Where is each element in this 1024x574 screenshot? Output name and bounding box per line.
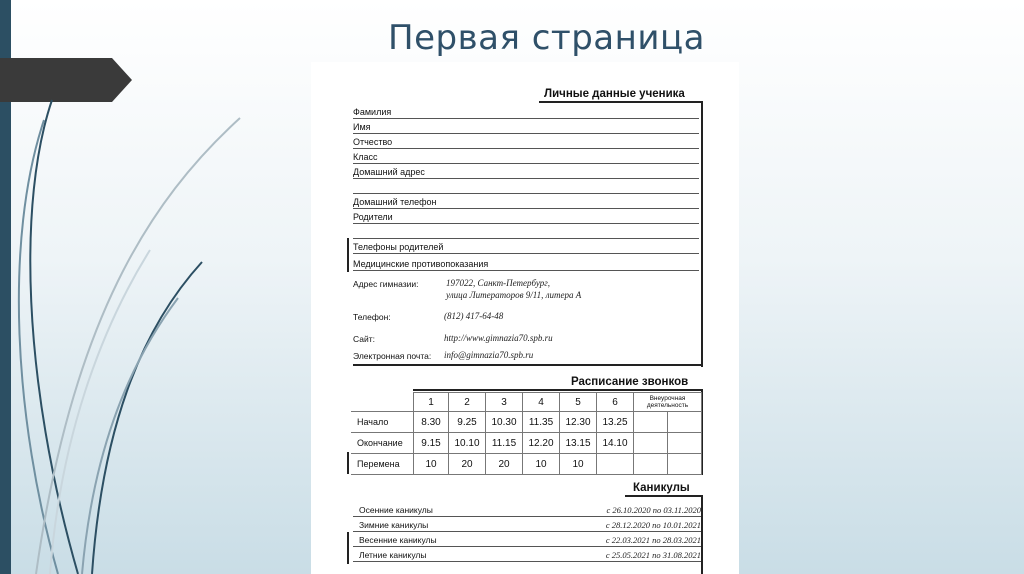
field-row[interactable] xyxy=(353,239,699,254)
table-cell: 13.15 xyxy=(560,433,597,454)
table-row xyxy=(351,393,702,412)
table-cell: 11.35 xyxy=(523,412,560,433)
table-cell[interactable] xyxy=(634,433,668,454)
table-cell: 11.15 xyxy=(486,433,523,454)
field-row[interactable] xyxy=(353,194,699,209)
holiday-row xyxy=(353,517,701,532)
field-row[interactable] xyxy=(353,224,699,239)
lesson-header: 1 xyxy=(414,393,449,412)
table-row xyxy=(351,412,702,433)
holiday-row xyxy=(353,502,701,517)
holiday-dates: с 25.05.2021 по 31.08.2021 xyxy=(605,550,701,560)
table-cell: 9.15 xyxy=(414,433,449,454)
decorative-curves xyxy=(0,0,330,574)
bells-title-rule xyxy=(413,389,703,391)
email-link[interactable]: info@gimnazia70.spb.ru xyxy=(444,350,534,360)
personal-right-border xyxy=(701,101,703,367)
email-label: Электронная почта: xyxy=(353,351,432,361)
table-cell: 10 xyxy=(523,454,560,475)
slide-title: Первая страница xyxy=(388,18,705,58)
holiday-dates: с 26.10.2020 по 03.11.2020 xyxy=(606,505,701,515)
field-label: Имя xyxy=(353,122,371,132)
field-row[interactable] xyxy=(353,256,699,271)
holiday-name: Весенние каникулы xyxy=(359,535,437,545)
table-cell[interactable] xyxy=(668,454,702,475)
address-line2: улица Литераторов 9/11, литера А xyxy=(446,290,582,300)
diary-page xyxy=(311,62,739,574)
table-cell: 13.25 xyxy=(597,412,634,433)
table-cell: 20 xyxy=(486,454,523,475)
lesson-header: 6 xyxy=(597,393,634,412)
field-label: Телефоны родителей xyxy=(353,242,444,252)
field-label: Класс xyxy=(353,152,378,162)
lesson-header: 2 xyxy=(449,393,486,412)
lesson-header: 5 xyxy=(560,393,597,412)
field-row[interactable] xyxy=(353,104,699,119)
table-cell: 12.20 xyxy=(523,433,560,454)
field-label: Отчество xyxy=(353,137,393,147)
bells-section-title: Расписание звонков xyxy=(571,376,689,388)
table-cell[interactable] xyxy=(634,412,668,433)
bells-left-border xyxy=(347,452,349,474)
extra-activity-header: Внеурочная деятельность xyxy=(634,393,702,412)
table-cell: 9.25 xyxy=(449,412,486,433)
row-label: Начало xyxy=(351,412,414,433)
field-row[interactable] xyxy=(353,149,699,164)
field-row[interactable] xyxy=(353,209,699,224)
table-cell[interactable] xyxy=(668,412,702,433)
site-label: Сайт: xyxy=(353,334,375,344)
field-row[interactable] xyxy=(353,119,699,134)
field-row[interactable] xyxy=(353,134,699,149)
field-label: Домашний телефон xyxy=(353,197,437,207)
holidays-section-title: Каникулы xyxy=(633,482,690,494)
row-label: Окончание xyxy=(351,433,414,454)
table-cell: 10.10 xyxy=(449,433,486,454)
field-label: Медицинские противопоказания xyxy=(353,259,489,269)
holiday-name: Летние каникулы xyxy=(359,550,427,560)
holiday-row xyxy=(353,532,701,547)
table-cell[interactable] xyxy=(668,433,702,454)
school-bottom-rule xyxy=(353,364,703,366)
holiday-dates: с 22.03.2021 по 28.03.2021 xyxy=(605,535,701,545)
holidays-right-border xyxy=(701,495,703,574)
address-label: Адрес гимназии: xyxy=(353,279,419,289)
table-row xyxy=(351,433,702,454)
holidays-left-border xyxy=(347,532,349,564)
holiday-row xyxy=(353,547,701,562)
table-cell: 12.30 xyxy=(560,412,597,433)
table-cell: 10.30 xyxy=(486,412,523,433)
field-label: Домашний адрес xyxy=(353,167,425,177)
lesson-header: 4 xyxy=(523,393,560,412)
personal-title-rule xyxy=(539,101,703,103)
holiday-name: Зимние каникулы xyxy=(359,520,429,530)
field-label: Родители xyxy=(353,212,393,222)
table-cell xyxy=(597,454,634,475)
phone-label: Телефон: xyxy=(353,312,391,322)
holiday-name: Осенние каникулы xyxy=(359,505,433,515)
lesson-header: 3 xyxy=(486,393,523,412)
holidays-title-rule xyxy=(625,495,703,497)
table-cell: 8.30 xyxy=(414,412,449,433)
table-corner xyxy=(351,393,414,412)
holiday-dates: с 28.12.2020 по 10.01.2021 xyxy=(605,520,701,530)
address-line1: 197022, Санкт-Петербург, xyxy=(446,278,551,288)
table-cell[interactable] xyxy=(634,454,668,475)
field-row[interactable] xyxy=(353,164,699,179)
parents-box-left-border xyxy=(347,238,349,272)
table-cell: 20 xyxy=(449,454,486,475)
table-row xyxy=(351,454,702,475)
table-cell: 10 xyxy=(414,454,449,475)
table-cell: 10 xyxy=(560,454,597,475)
row-label: Перемена xyxy=(351,454,414,475)
bells-table xyxy=(351,392,702,475)
site-link[interactable]: http://www.gimnazia70.spb.ru xyxy=(444,333,553,343)
phone-value: (812) 417-64-48 xyxy=(444,311,504,321)
field-label: Фамилия xyxy=(353,107,392,117)
personal-section-title: Личные данные ученика xyxy=(544,88,685,100)
field-row[interactable] xyxy=(353,179,699,194)
table-cell: 14.10 xyxy=(597,433,634,454)
